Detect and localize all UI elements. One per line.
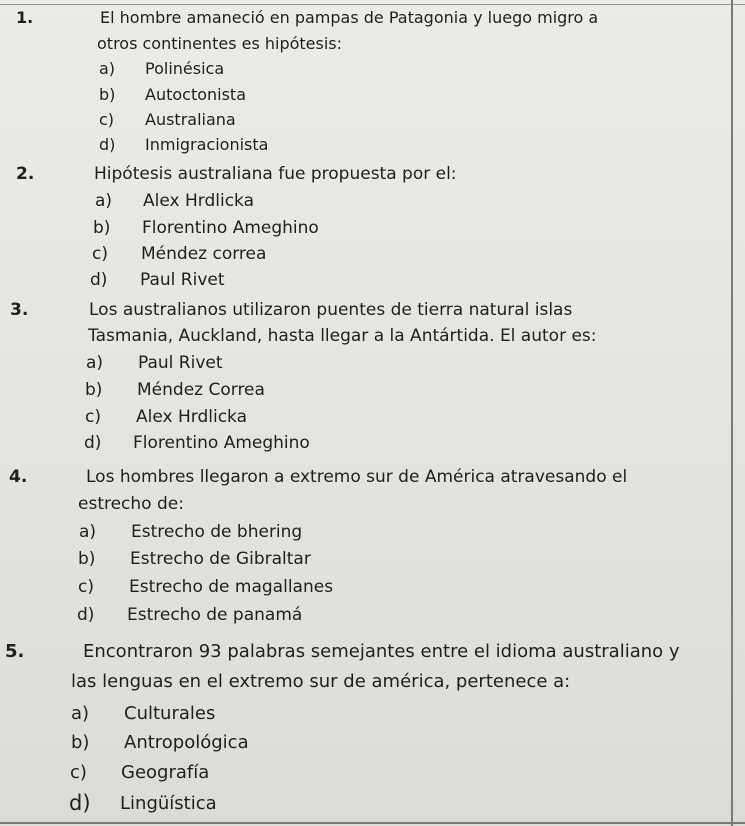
option-text: Australiana	[145, 110, 236, 129]
question-number: 2.	[16, 164, 35, 184]
option-text: Polinésica	[145, 59, 225, 78]
option-letter: a)	[71, 703, 90, 724]
option-text: Autoctonista	[145, 85, 247, 104]
option-text: Lingüística	[120, 793, 217, 814]
question-number: 1.	[16, 8, 34, 27]
option-text: Culturales	[124, 703, 216, 724]
option-letter: b)	[71, 732, 90, 753]
option-letter: d)	[84, 433, 102, 453]
option-text: Inmigracionista	[145, 135, 269, 154]
option-letter: d)	[69, 791, 91, 815]
question-number: 3.	[10, 300, 29, 320]
option-letter: a)	[79, 522, 97, 542]
option-letter: c)	[70, 762, 87, 783]
question-number: 4.	[9, 467, 28, 487]
option-letter: d)	[90, 270, 108, 290]
question-text-line: las lenguas en el extremo sur de américa, pertenece a:	[71, 671, 571, 692]
option-text: Florentino Ameghino	[133, 433, 310, 453]
option-letter: a)	[95, 191, 113, 211]
option-text: Alex Hrdlicka	[136, 407, 247, 427]
option-letter: c)	[92, 244, 108, 264]
option-text: Florentino Ameghino	[142, 218, 319, 238]
table-right-border	[731, 0, 733, 826]
option-text: Antropológica	[124, 732, 249, 753]
option-letter: b)	[99, 85, 116, 104]
option-letter: b)	[93, 218, 111, 238]
option-text: Méndez Correa	[137, 380, 265, 400]
question-text-line: Hipótesis australiana fue propuesta por el:	[94, 164, 457, 184]
question-text-line: Los australianos utilizaron puentes de tierra natural islas	[89, 300, 573, 320]
option-text: Paul Rivet	[140, 270, 225, 290]
option-text: Estrecho de magallanes	[129, 577, 334, 597]
option-letter: d)	[77, 605, 95, 625]
table-bottom-border	[0, 822, 745, 824]
question-text-line: otros continentes es hipótesis:	[97, 34, 343, 53]
option-text: Méndez correa	[141, 244, 267, 264]
option-letter: a)	[99, 59, 116, 78]
option-text: Estrecho de bhering	[131, 522, 303, 542]
table-top-border	[0, 4, 745, 5]
option-letter: d)	[99, 135, 116, 154]
option-text: Estrecho de Gibraltar	[130, 549, 311, 569]
question-number: 5.	[5, 641, 25, 662]
option-text: Estrecho de panamá	[127, 605, 303, 625]
option-letter: c)	[85, 407, 101, 427]
option-letter: a)	[86, 353, 104, 373]
option-letter: c)	[78, 577, 94, 597]
option-text: Paul Rivet	[138, 353, 223, 373]
option-text: Alex Hrdlicka	[143, 191, 254, 211]
option-letter: b)	[78, 549, 96, 569]
question-text-line: Los hombres llegaron a extremo sur de América atravesando el	[86, 467, 628, 487]
question-text-line: Encontraron 93 palabras semejantes entre el idioma australiano y	[83, 641, 680, 662]
option-letter: b)	[85, 380, 103, 400]
question-text-line: Tasmania, Auckland, hasta llegar a la Antártida. El autor es:	[88, 326, 597, 346]
option-text: Geografía	[121, 762, 210, 783]
option-letter: c)	[99, 110, 115, 129]
question-text-line: estrecho de:	[78, 494, 184, 514]
question-text-line: El hombre amaneció en pampas de Patagonia y luego migro a	[100, 8, 599, 27]
